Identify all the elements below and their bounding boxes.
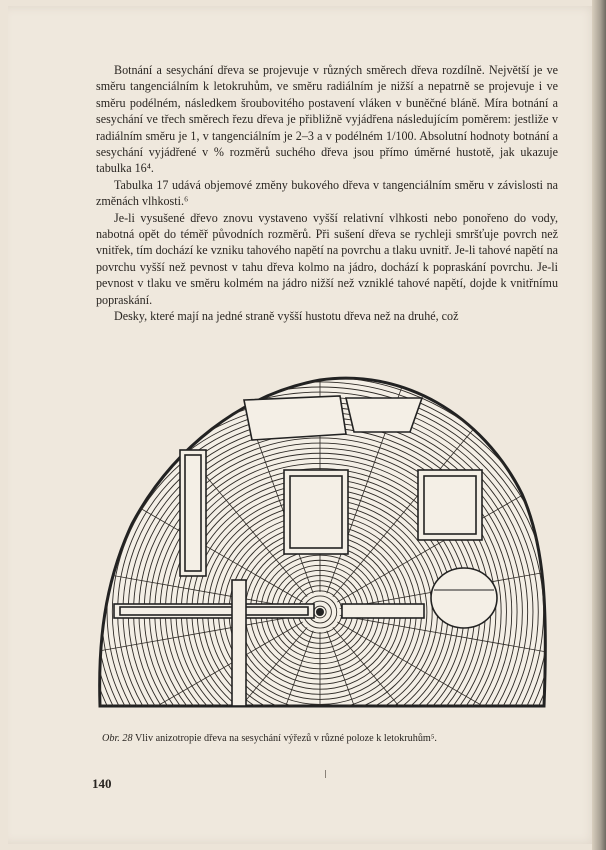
book-binding-shadow	[592, 0, 606, 850]
paragraph: Je-li vysušené dřevo znovu vystaveno vyšší relativní vlhkosti nebo ponořeno do vody, nabotná opět do téměř původních rozměrů. Při sušení dřeva se rychleji smršťuje povrch než vnitřek, tím dochází ke vzniku tahového napětí na povrchu a tlaku uvnitř. Je-li tahové napětí na povrchu vyšší než pevnost v tahu dřeva kolmo na jádro, dochází k popraskání povrchu. Je-li pevnost v tlaku ve směru kolmém na jádro nižší než vzniklé tahové napětí, dojde k vnitřnímu popraskání.	[96, 210, 558, 307]
board-left-radial	[180, 450, 206, 576]
margin-mark	[325, 770, 326, 778]
pith	[316, 608, 324, 616]
page-number: 140	[92, 776, 112, 791]
caption-label: Obr. 28	[102, 733, 133, 744]
body-text	[96, 62, 558, 325]
square-center	[284, 470, 348, 554]
figure-caption	[102, 733, 542, 744]
paragraph: Tabulka 17 udává objemové změny bukového dřeva v tangenciálním směru v závislosti na změnách vlhkosti.⁶	[96, 177, 558, 209]
square-right-diagonal	[418, 470, 482, 540]
post-vertical-center	[232, 580, 246, 706]
paragraph: Desky, které mají na jedné straně vyšší hustotu dřeva než na druhé, což	[114, 309, 459, 324]
paragraph: Botnání a sesychání dřeva se projevuje v různých směrech dřeva rozdílně. Největší je ve směru tangenciálním k letokruhům, ve směru radiálním je nižší a nepatrně se projevuje i ve směru podélném, následkem šroubovitého postavení vláken v buněčné bláně. Míra botnání a sesychání ve třech směrech řezu dřeva je přibližně vyjádřena následujícím poměrem: jestliže v radiálním směru je 1, v tangenciálním je 2–3 a v podélném 1/100. Absolutní hodnoty botnání a sesychání vyjádřené v % rozměrů suchého dřeva jsou přímo úměrné hustotě, jak ukazuje tabulka 16⁴.	[96, 63, 558, 176]
figure-log-cross-section	[92, 354, 552, 726]
round-piece	[431, 568, 497, 628]
caption-text: Vliv anizotropie dřeva na sesychání výřezů v různé poloze k letokruhům⁵.	[134, 733, 437, 744]
board-horizontal-radial	[114, 604, 424, 618]
